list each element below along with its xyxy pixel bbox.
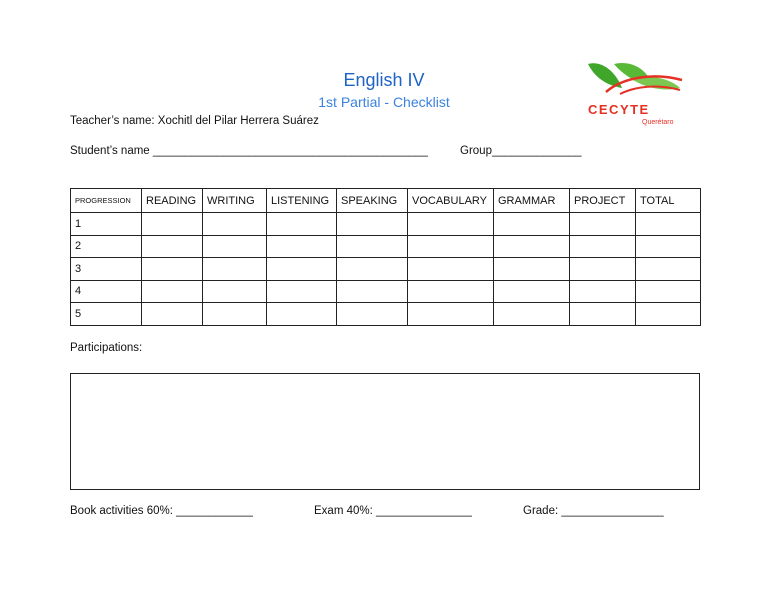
score-cell[interactable] [267,258,337,281]
participations-box[interactable] [70,373,700,490]
score-cell[interactable] [203,258,267,281]
score-cell[interactable] [408,280,494,303]
header-total: TOTAL [636,189,701,213]
score-cell[interactable] [267,280,337,303]
table-row [71,258,701,281]
score-cell[interactable] [408,213,494,236]
score-cell[interactable] [570,303,636,326]
document-title: English IV [343,70,425,90]
header-vocabulary: VOCABULARY [408,189,494,213]
score-cell[interactable] [494,280,570,303]
score-cell[interactable] [494,213,570,236]
score-cell[interactable] [337,303,408,326]
table-header-row [71,189,701,213]
header-speaking: SPEAKING [337,189,408,213]
header-progression: PROGRESSION [71,189,142,213]
table-row [71,235,701,258]
score-cell[interactable] [408,258,494,281]
score-cell[interactable] [203,280,267,303]
score-cell[interactable] [267,235,337,258]
score-cell[interactable] [570,280,636,303]
participations-label: Participations: [70,342,143,354]
exam-field[interactable]: Exam 40%: _______________ [314,505,472,517]
score-cell[interactable] [408,303,494,326]
table-row [71,213,701,236]
checklist-table [70,188,701,326]
logo-name: CECYTE [588,102,650,117]
grade-field[interactable]: Grade: ________________ [523,505,664,517]
cecyte-logo [584,58,696,128]
row-number: 5 [71,303,142,326]
score-cell[interactable] [203,303,267,326]
score-cell[interactable] [203,235,267,258]
group-field[interactable]: Group______________ [460,145,582,157]
score-cell[interactable] [636,258,701,281]
score-cell[interactable] [203,213,267,236]
score-cell[interactable] [142,280,203,303]
header-reading: READING [142,189,203,213]
score-cell[interactable] [142,258,203,281]
score-cell[interactable] [142,235,203,258]
score-cell[interactable] [636,303,701,326]
row-number: 2 [71,235,142,258]
logo-location: Querétaro [642,119,674,126]
score-cell[interactable] [570,213,636,236]
score-cell[interactable] [494,235,570,258]
table-row [71,280,701,303]
score-cell[interactable] [337,258,408,281]
book-activities-field[interactable]: Book activities 60%: ____________ [70,505,253,517]
score-cell[interactable] [142,303,203,326]
score-cell[interactable] [570,258,636,281]
student-name-field[interactable]: Student’s name ___________________________________________ [70,145,428,157]
score-cell[interactable] [142,213,203,236]
score-cell[interactable] [337,280,408,303]
row-number: 3 [71,258,142,281]
score-cell[interactable] [267,213,337,236]
row-number: 4 [71,280,142,303]
header-listening: LISTENING [267,189,337,213]
header-grammar: GRAMMAR [494,189,570,213]
score-cell[interactable] [337,235,408,258]
score-cell[interactable] [494,303,570,326]
score-cell[interactable] [337,213,408,236]
document-subtitle: 1st Partial - Checklist [318,94,450,110]
score-cell[interactable] [636,213,701,236]
row-number: 1 [71,213,142,236]
score-cell[interactable] [267,303,337,326]
header-writing: WRITING [203,189,267,213]
score-cell[interactable] [494,258,570,281]
score-cell[interactable] [408,235,494,258]
table-row [71,303,701,326]
score-cell[interactable] [570,235,636,258]
score-cell[interactable] [636,280,701,303]
teacher-name-line: Teacher’s name: Xochitl del Pilar Herrera Suárez [70,115,319,127]
header-project: PROJECT [570,189,636,213]
score-cell[interactable] [636,235,701,258]
